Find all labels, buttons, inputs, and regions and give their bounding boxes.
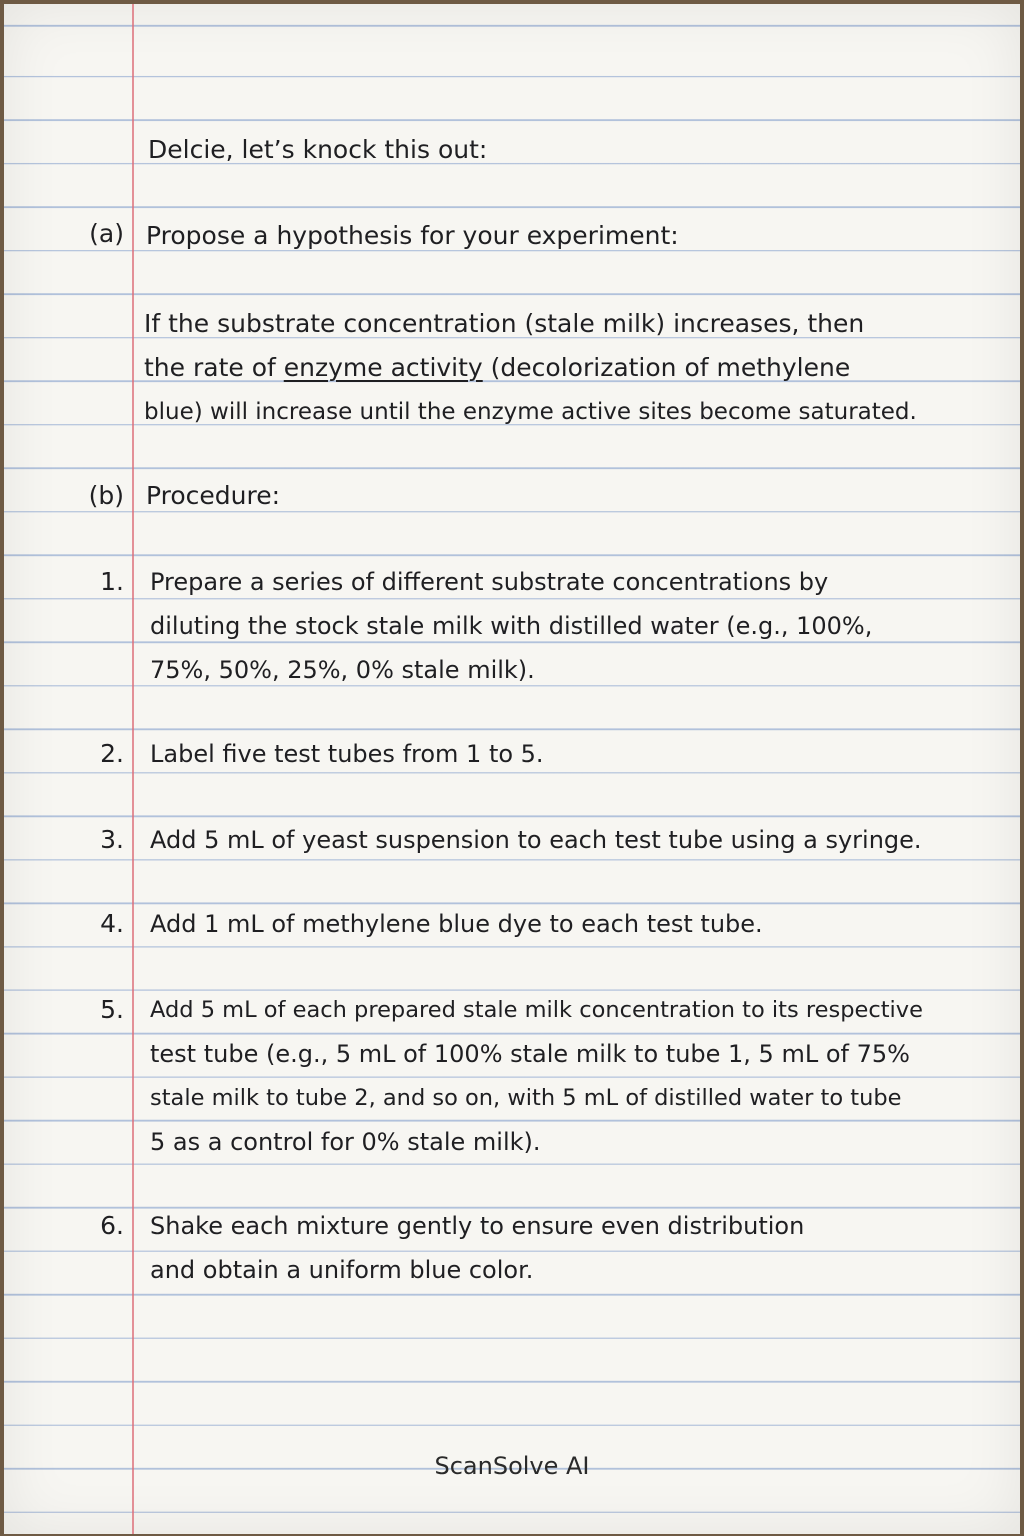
- step-line: 5 as a control for 0% stale milk).: [150, 1128, 541, 1156]
- hypothesis-line-3: blue) will increase until the enzyme active sites become saturated.: [144, 399, 917, 425]
- step-line: stale milk to tube 2, and so on, with 5 mL of distilled water to tube: [150, 1085, 902, 1111]
- step-line: test tube (e.g., 5 mL of 100% stale milk to tube 1, 5 mL of 75%: [150, 1040, 910, 1068]
- part-b-heading: Procedure:: [146, 481, 281, 510]
- step-line: diluting the stock stale milk with distilled water (e.g., 100%,: [150, 612, 873, 640]
- step-line: Add 1 mL of methylene blue dye to each test tube.: [150, 910, 763, 938]
- intro-text: Delcie, let’s knock this out:: [148, 135, 488, 164]
- step-line: and obtain a uniform blue color.: [150, 1256, 534, 1284]
- hypothesis-line-2: [144, 346, 850, 390]
- hypothesis-line-1: If the substrate concentration (stale milk) increases, then: [144, 309, 865, 338]
- step-number: 3.: [100, 825, 124, 854]
- footer-watermark: ScanSolve AI: [434, 1452, 590, 1480]
- hypothesis-line-2-post: (decolorization of methylene: [482, 353, 851, 382]
- step-number: 4.: [100, 909, 124, 938]
- step-number: 6.: [100, 1211, 124, 1240]
- step-number: 5.: [100, 995, 124, 1024]
- step-line: Prepare a series of different substrate concentrations by: [150, 568, 829, 596]
- step-line: Label five test tubes from 1 to 5.: [150, 740, 544, 768]
- notebook-page: [4, 4, 1020, 1534]
- step-line: Shake each mixture gently to ensure even distribution: [150, 1212, 805, 1240]
- part-a-label: (a): [89, 219, 124, 248]
- step-number: 1.: [100, 567, 124, 596]
- step-line: 75%, 50%, 25%, 0% stale milk).: [150, 656, 535, 684]
- hypothesis-line-2-pre: the rate of: [144, 353, 284, 382]
- margin-line: [132, 4, 134, 1534]
- step-line: Add 5 mL of each prepared stale milk concentration to its respective: [150, 997, 923, 1023]
- part-a-heading: Propose a hypothesis for your experiment:: [146, 221, 679, 250]
- step-number: 2.: [100, 739, 124, 768]
- part-b-label: (b): [88, 481, 124, 510]
- step-line: Add 5 mL of yeast suspension to each test tube using a syringe.: [150, 826, 922, 854]
- hypothesis-underlined-term: enzyme activity: [283, 353, 483, 382]
